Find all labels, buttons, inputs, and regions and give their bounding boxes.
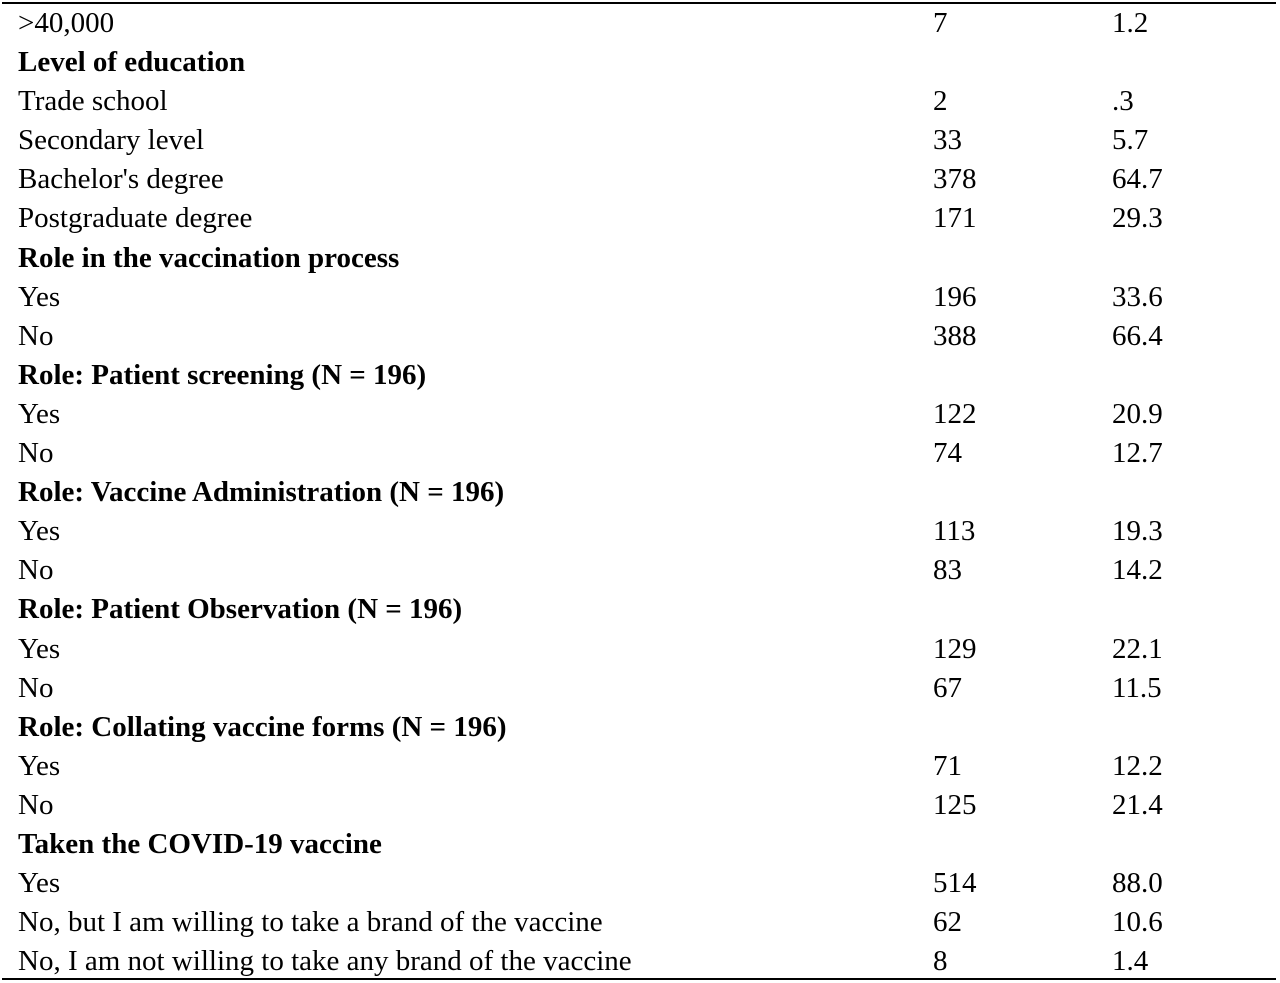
count-cell: 71 — [933, 749, 962, 782]
section-heading-label: Role: Patient screening (N = 196) — [18, 358, 427, 391]
count-cell: 2 — [933, 85, 948, 118]
row-label: No — [18, 554, 54, 587]
table-row — [0, 512, 1280, 551]
table-row — [0, 551, 1280, 590]
row-label: Trade school — [18, 85, 168, 118]
row-label: Yes — [18, 397, 61, 430]
table-row — [0, 864, 1280, 903]
percent-cell: 10.6 — [1112, 906, 1163, 939]
row-label: No, I am not willing to take any brand of the vaccine — [18, 945, 632, 978]
table-row — [0, 747, 1280, 786]
table-row — [0, 199, 1280, 238]
percent-cell: 33.6 — [1112, 280, 1163, 313]
percent-cell: 1.2 — [1112, 7, 1149, 39]
row-label: Postgraduate degree — [18, 202, 253, 235]
row-label: Yes — [18, 749, 61, 782]
table-row — [0, 160, 1280, 199]
section-heading-label: Level of education — [18, 46, 246, 79]
table-row — [0, 630, 1280, 669]
count-cell: 7 — [933, 7, 948, 39]
table-row — [0, 395, 1280, 434]
table-bottom-rule — [2, 978, 1276, 980]
count-cell: 378 — [933, 163, 977, 196]
count-cell: 171 — [933, 202, 977, 235]
percent-cell: 20.9 — [1112, 397, 1163, 430]
section-heading-row — [0, 590, 1280, 629]
section-heading-row — [0, 356, 1280, 395]
table-row — [0, 903, 1280, 942]
percent-cell: 14.2 — [1112, 554, 1163, 587]
row-label: No — [18, 437, 54, 470]
row-label: Yes — [18, 515, 61, 548]
count-cell: 196 — [933, 280, 977, 313]
percent-cell: 1.4 — [1112, 945, 1149, 978]
percent-cell: .3 — [1112, 85, 1134, 118]
table-row — [0, 786, 1280, 825]
row-label: Yes — [18, 632, 61, 665]
table-row — [0, 4, 1280, 43]
percent-cell: 11.5 — [1112, 671, 1162, 704]
percent-cell: 5.7 — [1112, 124, 1149, 157]
count-cell: 67 — [933, 671, 962, 704]
count-cell: 129 — [933, 632, 977, 665]
count-cell: 125 — [933, 788, 977, 821]
table-row — [0, 278, 1280, 317]
percent-cell: 88.0 — [1112, 867, 1163, 900]
count-cell: 113 — [933, 515, 976, 548]
section-heading-label: Taken the COVID-19 vaccine — [18, 827, 382, 860]
percent-cell: 21.4 — [1112, 788, 1163, 821]
table-row — [0, 942, 1280, 981]
section-heading-label: Role in the vaccination process — [18, 241, 400, 274]
percent-cell: 12.2 — [1112, 749, 1163, 782]
section-heading-row — [0, 708, 1280, 747]
percent-cell: 22.1 — [1112, 632, 1163, 665]
count-cell: 33 — [933, 124, 962, 157]
percent-cell: 29.3 — [1112, 202, 1163, 235]
row-label: Yes — [18, 867, 61, 900]
percent-cell: 19.3 — [1112, 515, 1163, 548]
row-label: No — [18, 319, 54, 352]
count-cell: 83 — [933, 554, 962, 587]
row-label: Yes — [18, 280, 61, 313]
row-label: >40,000 — [18, 7, 115, 39]
section-heading-row — [0, 43, 1280, 82]
section-heading-label: Role: Patient Observation (N = 196) — [18, 593, 463, 626]
section-heading-row — [0, 473, 1280, 512]
percent-cell: 66.4 — [1112, 319, 1163, 352]
section-heading-row — [0, 825, 1280, 864]
row-label: No — [18, 788, 54, 821]
table-row — [0, 121, 1280, 160]
table-row — [0, 317, 1280, 356]
count-cell: 122 — [933, 397, 977, 430]
count-cell: 62 — [933, 906, 962, 939]
percent-cell: 64.7 — [1112, 163, 1163, 196]
row-label: Bachelor's degree — [18, 163, 224, 196]
count-cell: 514 — [933, 867, 977, 900]
section-heading-label: Role: Vaccine Administration (N = 196) — [18, 476, 505, 509]
count-cell: 74 — [933, 437, 962, 470]
table-body — [0, 4, 1280, 981]
row-label: Secondary level — [18, 124, 205, 157]
count-cell: 8 — [933, 945, 948, 978]
percent-cell: 12.7 — [1112, 437, 1163, 470]
table-row — [0, 434, 1280, 473]
count-cell: 388 — [933, 319, 977, 352]
table-row — [0, 82, 1280, 121]
row-label: No — [18, 671, 54, 704]
row-label: No, but I am willing to take a brand of the vaccine — [18, 906, 603, 939]
section-heading-label: Role: Collating vaccine forms (N = 196) — [18, 710, 507, 743]
table-row — [0, 669, 1280, 708]
section-heading-row — [0, 239, 1280, 278]
